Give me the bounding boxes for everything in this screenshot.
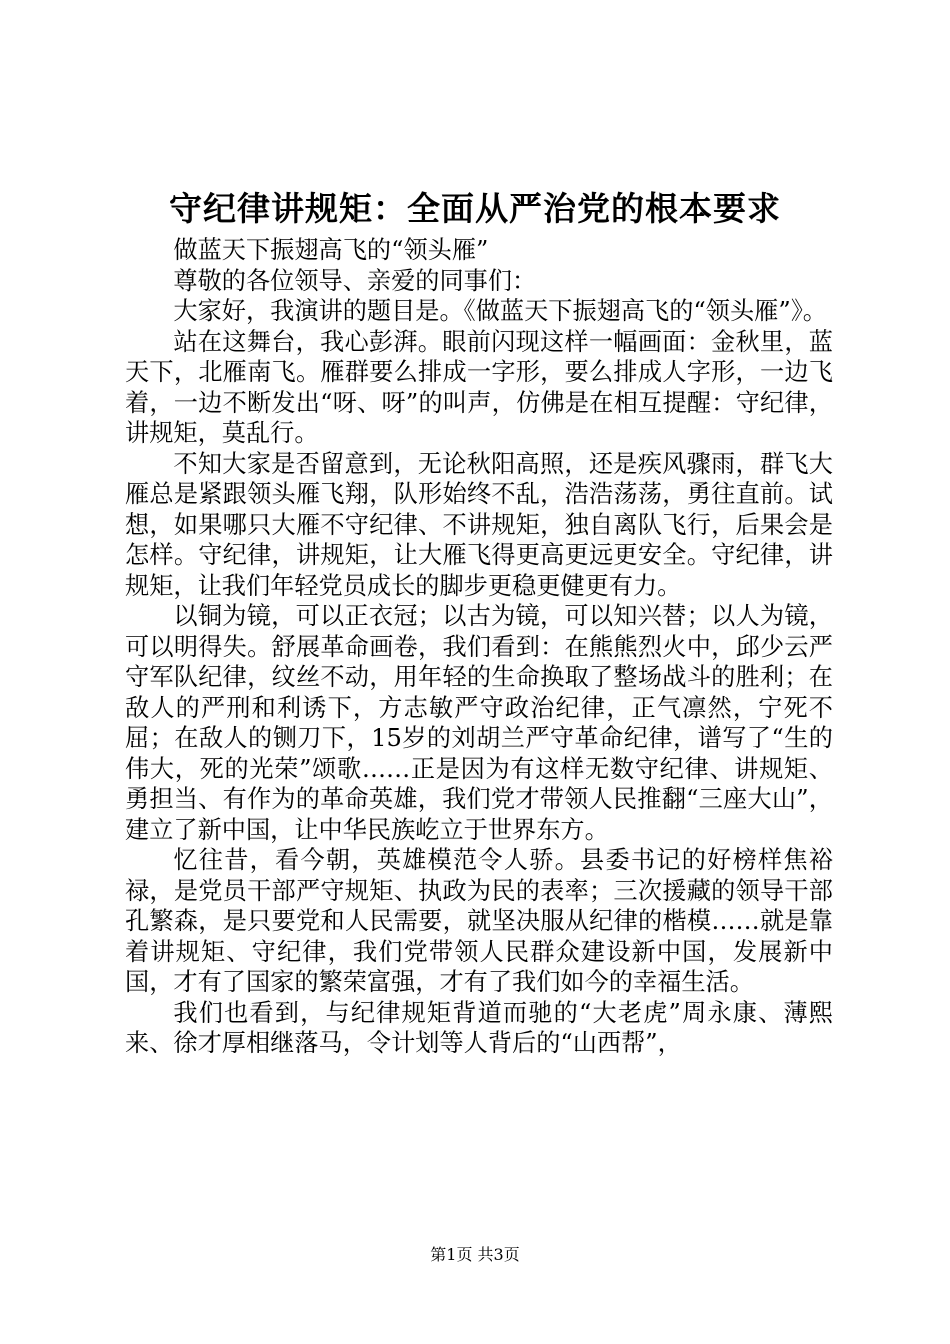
page-number-footer: 第1页 共3页 xyxy=(430,1245,520,1264)
paragraph: 站在这舞台，我心彭湃。眼前闪现这样一幅画面：金秋里，蓝天下，北雁南飞。雁群要么排成一字形，要么排成人字形，一边飞着，一边不断发出“呀、呀”的叫声，仿佛是在相互提醒：守纪律，讲规矩，莫乱行。 xyxy=(125,327,833,447)
paragraph-subtitle: 做蓝天下振翅高飞的“领头雁” xyxy=(173,236,489,264)
document-body xyxy=(125,235,833,1059)
paragraph: 我们也看到，与纪律规矩背道而驰的“大老虎”周永康、薄熙来、徐才厚相继落马，令计划等人背后的“山西帮”， xyxy=(125,998,833,1057)
paragraph: 以铜为镜，可以正衣冠；以古为镜，可以知兴替；以人为镜，可以明得失。舒展革命画卷，我们看到：在熊熊烈火中，邱少云严守军队纪律，纹丝不动，用年轻的生命换取了整场战斗的胜利；在敌人的严刑和利诱下，方志敏严守政治纪律，正气凛然，宁死不屈；在敌人的铡刀下，15岁的刘胡兰严守革命纪律，谱写了“生的伟大，死的光荣”颂歌……正是因为有这样无数守纪律、讲规矩、勇担当、有作为的革命英雄，我们党才带领人民推翻“三座大山”，建立了新中国，让中华民族屹立于世界东方。 xyxy=(125,602,833,844)
paragraph-salutation: 尊敬的各位领导、亲爱的同事们： xyxy=(173,266,537,295)
paragraph: 不知大家是否留意到，无论秋阳高照，还是疾风骤雨，群飞大雁总是紧跟领头雁飞翔，队形始终不乱，浩浩荡荡，勇往直前。试想，如果哪只大雁不守纪律、不讲规矩，独自离队飞行，后果会是怎样。守纪律，讲规矩，让大雁飞得更高更远更安全。守纪律，讲规矩，让我们年轻党员成长的脚步更稳更健更有力。 xyxy=(125,449,833,600)
paragraph: 忆往昔，看今朝，英雄模范令人骄。县委书记的好榜样焦裕禄，是党员干部严守规矩、执政为民的表率；三次援藏的领导干部孔繁森，是只要党和人民需要，就坚决服从纪律的楷模……就是靠着讲规矩、守纪律，我们党带领人民群众建设新中国，发展新中国，才有了国家的繁荣富强，才有了我们如今的幸福生活。 xyxy=(125,846,833,996)
paragraph-intro: 大家好，我演讲的题目是。《做蓝天下振翅高飞的“领头雁”》。 xyxy=(173,297,827,325)
document-title: 守纪律讲规矩：全面从严治党的根本要求 xyxy=(169,189,781,228)
